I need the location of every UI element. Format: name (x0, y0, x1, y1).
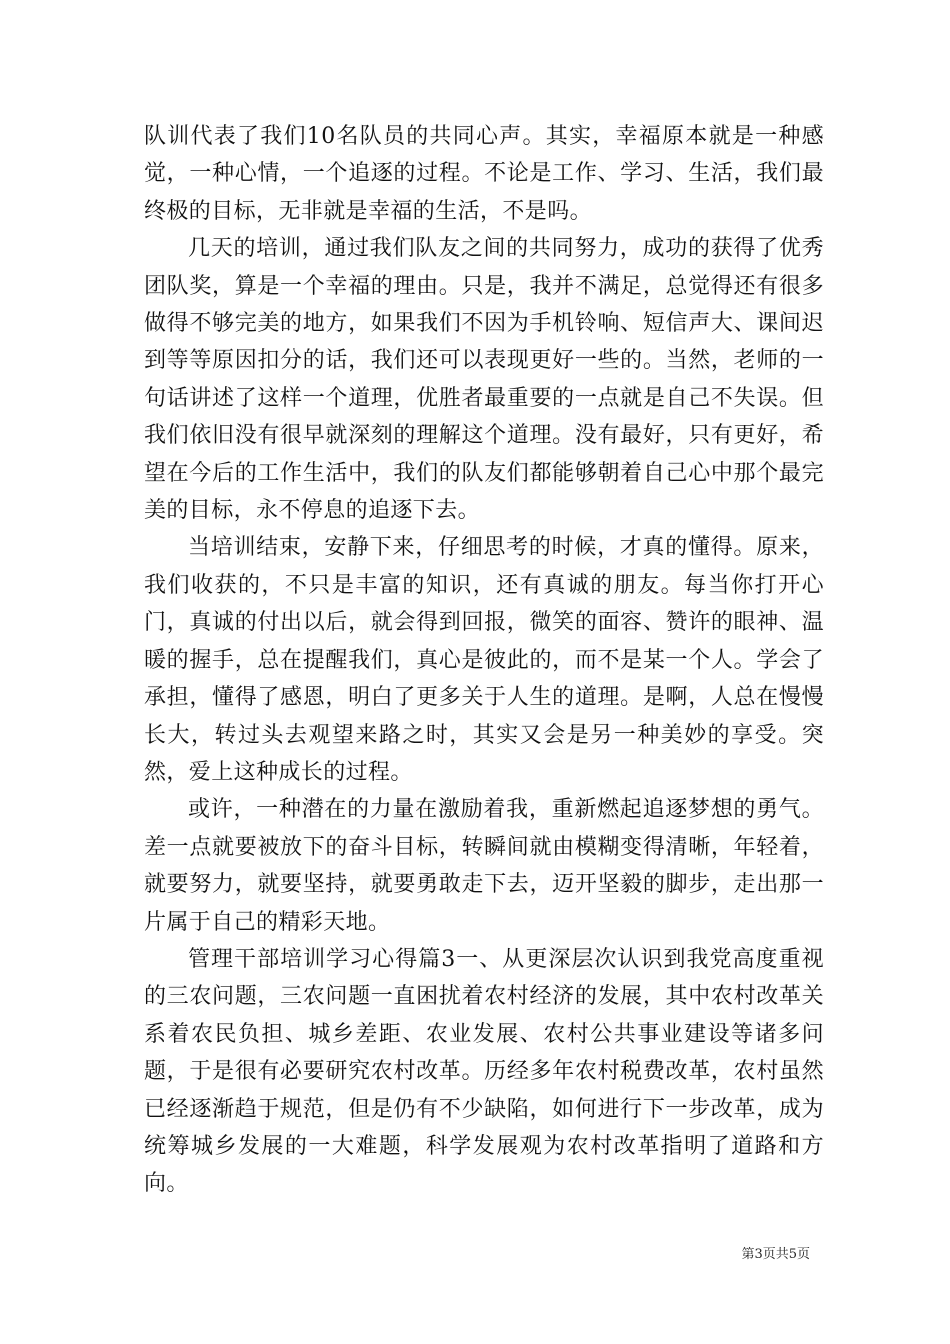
paragraph: 几天的培训，通过我们队友之间的共同努力，成功的获得了优秀团队奖，算是一个幸福的理由。只是，我并不满足，总觉得还有很多做得不够完美的地方，如果我们不因为手机铃响、短信声大、课间迟到等等原因扣分的话，我们还可以表现更好一些的。当然，老师的一句话讲述了这样一个道理，优胜者最重要的一点就是自己不失误。但我们依旧没有很早就深刻的理解这个道理。没有最好，只有更好，希望在今后的工作生活中，我们的队友们都能够朝着自己心中那个最完美的目标，永不停息的追逐下去。 (144, 236, 824, 524)
paragraph: 或许，一种潜在的力量在激励着我，重新燃起追逐梦想的勇气。差一点就要被放下的奋斗目标，转瞬间就由模糊变得清晰，年轻着，就要努力，就要坚持，就要勇敢走下去，迈开坚毅的脚步，走出那一片属于自己的精彩天地。 (144, 797, 824, 935)
paragraph-continued: 队训代表了我们10名队员的共同心声。其实，幸福原本就是一种感觉，一种心情，一个追逐的过程。不论是工作、学习、生活，我们最终极的目标，无非就是幸福的生活，不是吗。 (144, 124, 824, 224)
page-number: 第3页共5页 (741, 1247, 810, 1262)
paragraph: 管理干部培训学习心得篇3一、从更深层次认识到我党高度重视的三农问题，三农问题一直困扰着农村经济的发展，其中农村改革关系着农民负担、城乡差距、农业发展、农村公共事业建设等诸多问题，于是很有必要研究农村改革。历经多年农村税费改革，农村虽然已经逐渐趋于规范，但是仍有不少缺陷，如何进行下一步改革，成为统筹城乡发展的一大难题，科学发展观为农村改革指明了道路和方向。 (144, 946, 824, 1197)
document-body (144, 118, 824, 1203)
paragraph: 当培训结束，安静下来，仔细思考的时候，才真的懂得。原来，我们收获的，不只是丰富的知识，还有真诚的朋友。每当你打开心门，真诚的付出以后，就会得到回报，微笑的面容、赞许的眼神、温暖的握手，总在提醒我们，真心是彼此的，而不是某一个人。学会了承担，懂得了感恩，明白了更多关于人生的道理。是啊，人总在慢慢长大，转过头去观望来路之时，其实又会是另一种美妙的享受。突然，爱上这种成长的过程。 (144, 535, 824, 785)
